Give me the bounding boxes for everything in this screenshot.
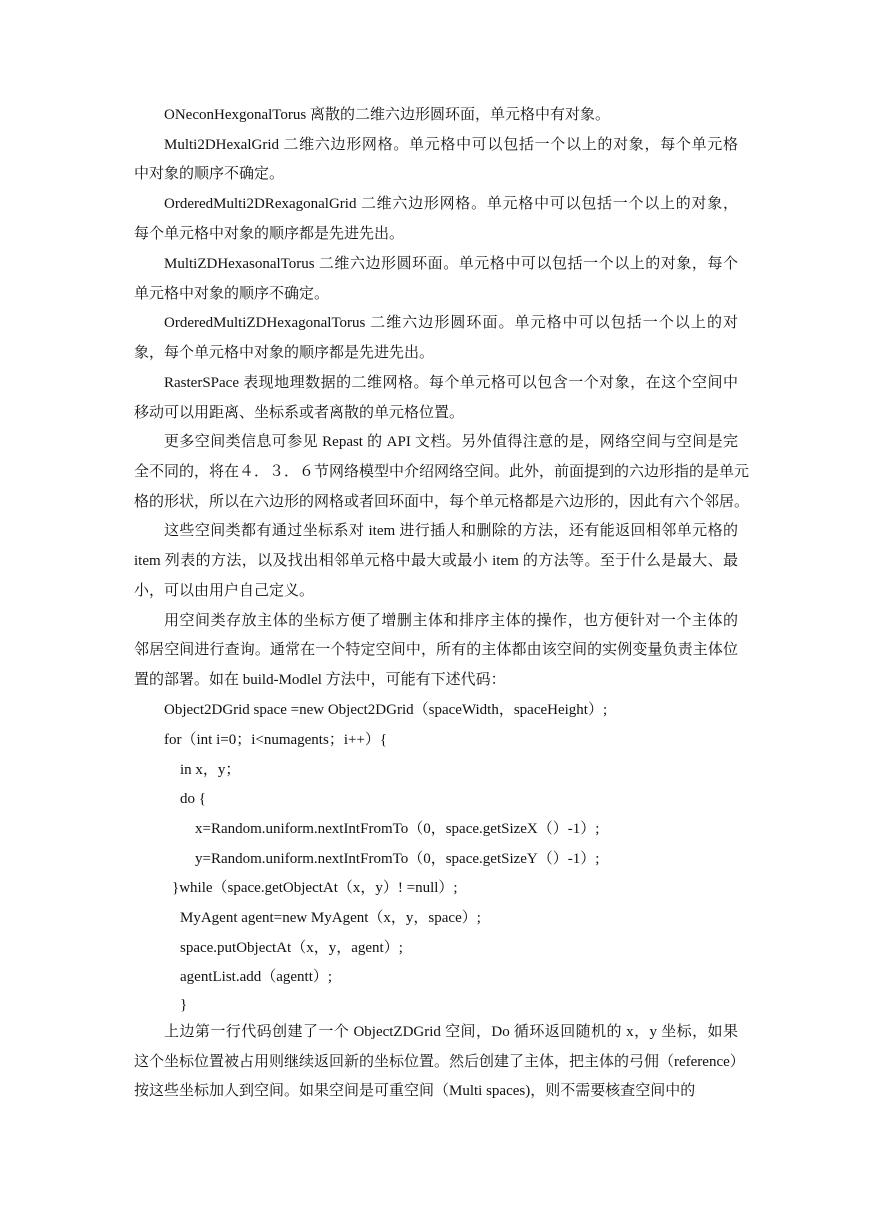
code-line: do { (180, 791, 206, 807)
code-line: y=Random.uniform.nextIntFromTo（0，space.getSizeY（）-1）; (195, 851, 600, 867)
paragraph-line: 全不同的，将在４．３．６节网络模型中介绍网络空间。此外，前面提到的六边形指的是单元 (134, 464, 750, 480)
paragraph-line: 这个坐标位置被占用则继续返回新的坐标位置。然后创建了主体，把主体的弓佣（reference） (134, 1054, 745, 1070)
code-line: x=Random.uniform.nextIntFromTo（0，space.getSizeX（）-1）; (195, 821, 600, 837)
paragraph-line: 格的形状，所以在六边形的网格或者回环面中，每个单元格都是六边形的，因此有六个邻居。 (134, 494, 750, 510)
code-line: space.putObjectAt（x，y，agent）; (180, 940, 403, 956)
paragraph-line: 中对象的顺序不确定。 (134, 166, 285, 182)
paragraph-line: Multi2DHexalGrid 二维六边形网格。单元格中可以包括一个以上的对象，每个单元格 (164, 137, 738, 153)
paragraph-line: item 列表的方法，以及找出相邻单元格中最大或最小 item 的方法等。至于什么是最大、最 (134, 553, 738, 569)
paragraph-line: 单元格中对象的顺序不确定。 (134, 286, 330, 302)
paragraph-line: 邻居空间进行查询。通常在一个特定空间中，所有的主体都由该空间的实例变量负责主体位 (134, 642, 738, 658)
paragraph-line: ONeconHexgonalTorus 离散的二维六边形圆环面，单元格中有对象。 (164, 107, 610, 123)
paragraph-line: OrderedMulti2DRexagonalGrid 二维六边形网格。单元格中可以包括一个以上的对象， (164, 196, 738, 212)
paragraph-line: 置的部署。如在 build-Modlel 方法中，可能有下述代码： (134, 672, 506, 688)
paragraph-line: 按这些坐标加人到空间。如果空间是可重空间（Multi spaces)，则不需要核查空间中的 (134, 1083, 696, 1099)
paragraph-line: 这些空间类都有通过坐标系对 item 进行插人和删除的方法，还有能返回相邻单元格的 (164, 523, 738, 539)
code-line: Object2DGrid space =new Object2DGrid（spaceWidth，spaceHeight）; (164, 702, 608, 718)
paragraph-line: 更多空间类信息可参见 Repast 的 API 文档。另外值得注意的是，网络空间与空间是完 (164, 434, 738, 450)
paragraph-line: 小，可以由用户自己定义。 (134, 583, 315, 599)
code-line: in x，y； (180, 762, 241, 778)
code-line: MyAgent agent=new MyAgent（x，y，space）; (180, 910, 481, 926)
code-line: for（int i=0；i<numagents；i++）{ (164, 732, 388, 748)
paragraph-line: 上边第一行代码创建了一个 ObjectZDGrid 空间，Do 循环返回随机的 x，y 坐标，如果 (164, 1024, 738, 1040)
paragraph-line: 每个单元格中对象的顺序都是先进先出。 (134, 226, 405, 242)
paragraph-line: 用空间类存放主体的坐标方便了增删主体和排序主体的操作，也方便针对一个主体的 (164, 613, 738, 629)
paragraph-line: MultiZDHexasonalTorus 二维六边形圆环面。单元格中可以包括一个以上的对象，每个 (164, 256, 738, 272)
paragraph-line: 象，每个单元格中对象的顺序都是先进先出。 (134, 345, 435, 361)
code-line: agentList.add（agentt）; (180, 969, 333, 985)
code-line: }while（space.getObjectAt（x，y）! =null）; (172, 880, 458, 896)
paragraph-line: RasterSPace 表现地理数据的二维网格。每个单元格可以包含一个对象，在这个空间中 (164, 375, 738, 391)
paragraph-line: 移动可以用距离、坐标系或者离散的单元格位置。 (134, 405, 465, 421)
code-line: } (180, 997, 188, 1013)
paragraph-line: OrderedMultiZDHexagonalTorus 二维六边形圆环面。单元格中可以包括一个以上的对 (164, 315, 738, 331)
